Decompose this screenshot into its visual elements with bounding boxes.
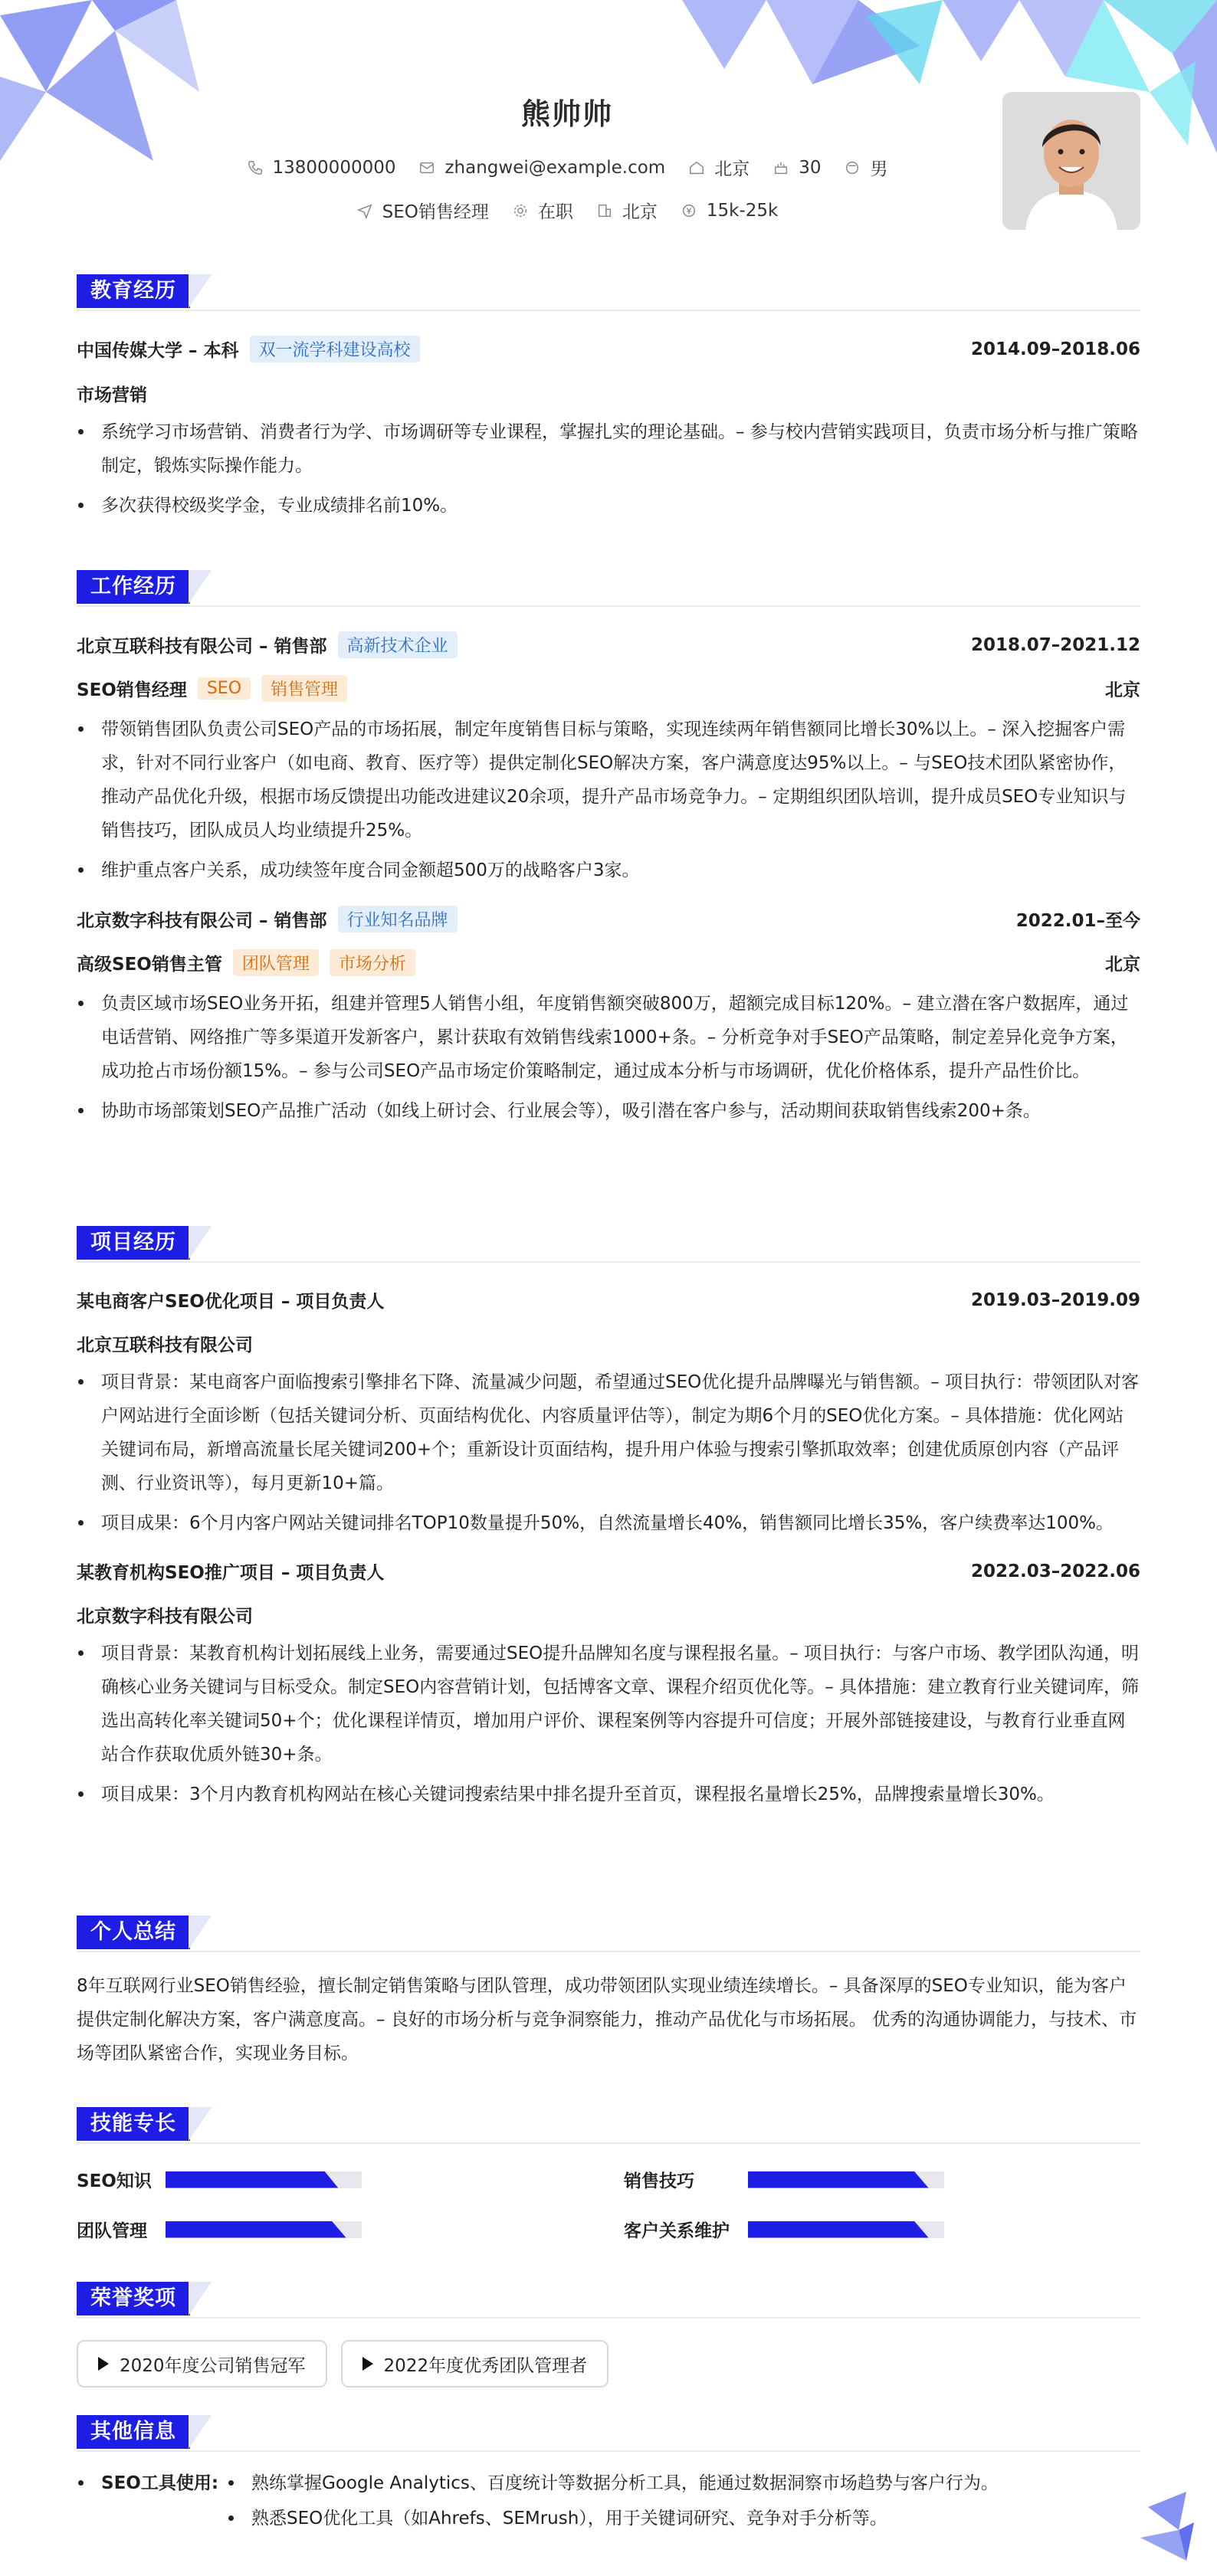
list-item: 项目背景：某教育机构计划拓展线上业务，需要通过SEO提升品牌知名度与课程报名量。– 项目执行：与客户市场、教学团队沟通，明确核心业务关键词与目标受众。制定SEO内容营销计划，包括博客文章、课程介绍页优化等。– 具体措施：建立教育行业关键词库，筛选出高转化率关键词50+个；优化课程详情页，增加用户评价、课程案例等内容提升可信度；开展外部链接建设，与教育行业垂直网站合作获取优质外链30+条。 (77, 1637, 1140, 1771)
project-name: 某教育机构SEO推广项目 – 项目负责人 (77, 1563, 385, 1583)
corner-decoration (1140, 2492, 1194, 2561)
awards-section (77, 2282, 1140, 2388)
skill-item (77, 2167, 593, 2192)
section-title (77, 570, 1140, 607)
role-tag: 销售管理 (261, 675, 347, 702)
play-icon (98, 2357, 109, 2371)
email-item (418, 155, 665, 180)
role-tag: 市场分析 (330, 949, 415, 976)
work-section (77, 570, 1140, 1128)
user-icon (844, 159, 861, 176)
company-tag: 高新技术企业 (338, 631, 458, 658)
project-date: 2019.03–2019.09 (970, 1290, 1140, 1310)
list-item: 熟练掌握Google Analytics、百度统计等数据分析工具，能通过数据洞察市场趋势与客户行为。 (227, 2466, 999, 2501)
major: 市场营销 (77, 385, 147, 405)
work-date: 2022.01–至今 (1015, 911, 1140, 931)
company-name: 北京数字科技有限公司 – 销售部 (77, 911, 327, 931)
list-item: 协助市场部策划SEO产品推广活动（如线上研讨会、行业展会等），吸引潜在客户参与，活动期间获取销售线索200+条。 (77, 1094, 1140, 1128)
location-text: 北京 (714, 159, 750, 179)
skills-section (77, 2107, 1140, 2242)
phone-icon (247, 159, 264, 176)
section-title (77, 1916, 1140, 1952)
work-1-role (77, 675, 1140, 702)
list-item: 项目成果：3个月内教育机构网站在核心关键词搜索结果中排名提升至首页，课程报名量增长25%，品牌搜索量增长30%。 (77, 1778, 1140, 1811)
section-title (77, 1226, 1140, 1263)
role-tag: SEO (198, 677, 251, 700)
building-icon (596, 202, 613, 219)
work-1-header (77, 631, 1140, 658)
job-intent-row (0, 198, 1134, 223)
project-1-header (77, 1287, 1140, 1313)
skill-name: 销售技巧 (624, 2171, 694, 2191)
project-section (77, 1226, 1140, 1811)
list-item: 项目背景：某电商客户面临搜索引擎排名下降、流量减少问题，希望通过SEO优化提升品牌曝光与销售额。– 项目执行：带领团队对客户网站进行全面诊断（包括关键词分析、页面结构优化、内容质量评估等），制定为期6个月的SEO优化方案。– 具体措施：优化网站关键词布局，新增高流量长尾关键词200+个；重新设计页面结构，提升用户体验与搜索引擎抓取效率；创建优质原创内容（产品评测、行业资讯等），每月更新10+篇。 (77, 1365, 1140, 1500)
project-name: 某电商客户SEO优化项目 – 项目负责人 (77, 1292, 385, 1312)
skill-bar (166, 2221, 362, 2238)
contact-row (0, 155, 1134, 180)
award-item (341, 2340, 609, 2388)
gear-icon (512, 202, 529, 219)
work-city: 北京 (1105, 680, 1140, 700)
other-section (77, 2415, 1140, 2536)
work-1-bullets (77, 713, 1140, 887)
project-2-header (77, 1558, 1140, 1584)
avatar-photo (1002, 92, 1140, 230)
skill-item (624, 2167, 1140, 2192)
profile-header (0, 77, 1217, 245)
target-city-item (596, 198, 658, 223)
work-2-header (77, 906, 1140, 932)
awards-title: 荣誉奖项 (77, 2282, 190, 2315)
skills-title: 技能专长 (77, 2107, 190, 2141)
cake-icon (773, 159, 789, 176)
award-item (77, 2340, 327, 2388)
awards-list (77, 2340, 1140, 2388)
target-city-text: 北京 (622, 202, 658, 222)
skill-fill (748, 2171, 929, 2188)
work-2-bullets (77, 987, 1140, 1128)
list-item: 维护重点客户关系，成功续签年度合同金额超500万的战略客户3家。 (77, 854, 1140, 887)
gender-item (844, 155, 887, 180)
work-title: 工作经历 (77, 570, 190, 604)
company-tag: 行业知名品牌 (338, 906, 458, 932)
send-icon (356, 202, 373, 219)
education-header (77, 336, 1140, 362)
role-name: SEO销售经理 (77, 680, 187, 700)
home-icon (688, 159, 705, 176)
salary-text: 15k-25k (706, 200, 779, 221)
skill-fill (166, 2221, 346, 2238)
phone-text: 13800000000 (272, 157, 396, 178)
school-tag: 双一流学科建设高校 (250, 336, 420, 362)
role-tag: 团队管理 (233, 949, 319, 976)
skill-name: SEO知识 (77, 2171, 152, 2191)
skill-fill (748, 2221, 929, 2238)
project-2-bullets (77, 1637, 1140, 1811)
section-title (77, 2107, 1140, 2144)
project-date: 2022.03–2022.06 (970, 1561, 1140, 1581)
project-1-bullets (77, 1365, 1140, 1540)
education-date: 2014.09–2018.06 (970, 339, 1140, 359)
skill-name: 客户关系维护 (624, 2221, 730, 2241)
list-item: 熟悉SEO优化工具（如Ahrefs、SEMrush），用于关键词研究、竞争对手分析等。 (227, 2501, 999, 2536)
section-title (77, 2415, 1140, 2452)
skill-bar (748, 2221, 944, 2238)
education-section (77, 274, 1140, 523)
award-text: 2020年度公司销售冠军 (120, 2355, 306, 2376)
project-org: 北京数字科技有限公司 (77, 1607, 253, 1627)
phone-item (247, 155, 396, 180)
salary-item (681, 198, 778, 223)
school-name: 中国传媒大学 – 本科 (77, 341, 239, 361)
other-values (227, 2466, 999, 2536)
project-org: 北京互联科技有限公司 (77, 1336, 253, 1355)
work-2-role (77, 949, 1140, 976)
job-title-text: SEO销售经理 (382, 202, 489, 222)
age-item (773, 155, 821, 180)
work-city: 北京 (1105, 955, 1140, 975)
status-text: 在职 (537, 202, 573, 222)
candidate-name: 熊帅帅 (520, 97, 613, 131)
company-name: 北京互联科技有限公司 – 销售部 (77, 637, 327, 657)
list-item: 多次获得校级奖学金，专业成绩排名前10%。 (77, 489, 1140, 523)
list-item: 项目成果：6个月内客户网站关键词排名TOP10数量提升50%，自然流量增长40%，销售额同比增长35%，客户续费率达100%。 (77, 1506, 1140, 1540)
section-title (77, 274, 1140, 311)
skill-item (77, 2217, 593, 2242)
education-bullets (77, 415, 1140, 523)
location-item (688, 155, 750, 180)
list-item: 带领销售团队负责公司SEO产品的市场拓展，制定年度销售目标与策略，实现连续两年销售额同比增长30%以上。– 深入挖掘客户需求，针对不同行业客户（如电商、教育、医疗等）提供定制化SEO解决方案，客户满意度达95%以上。– 与SEO技术团队紧密协作，推动产品优化升级，根据市场反馈提出功能改进建议20余项，提升产品市场竞争力。– 定期组织团队培训，提升成员SEO专业知识与销售技巧，团队成员人均业绩提升25%。 (77, 713, 1140, 847)
summary-section (77, 1916, 1140, 2070)
other-title: 其他信息 (77, 2415, 190, 2449)
play-icon (362, 2357, 373, 2371)
job-title-item (356, 198, 489, 223)
project-title: 项目经历 (77, 1226, 190, 1260)
role-name: 高级SEO销售主管 (77, 955, 222, 975)
status-item (512, 198, 573, 223)
skill-item (624, 2217, 1140, 2242)
skills-grid (77, 2167, 1140, 2242)
avatar (1002, 92, 1140, 230)
coin-icon (681, 202, 697, 219)
other-item (77, 2466, 1140, 2536)
other-key: SEO工具使用: (77, 2466, 227, 2536)
list-item: 负责区域市场SEO业务开拓，组建并管理5人销售小组，年度销售额突破800万，超额完成目标120%。– 建立潜在客户数据库，通过电话营销、网络推广等多渠道开发新客户，累计获取有效销售线索1000+条。– 分析竞争对手SEO产品策略，制定差异化竞争方案，成功抢占市场份额15%。– 参与公司SEO产品市场定价策略制定，通过成本分析与市场调研，优化价格体系，提升产品性价比。 (77, 987, 1140, 1088)
email-text: zhangwei@example.com (444, 157, 666, 178)
work-date: 2018.07–2021.12 (970, 634, 1140, 655)
education-title: 教育经历 (77, 274, 190, 308)
section-title (77, 2282, 1140, 2319)
mail-icon (418, 159, 435, 176)
summary-title: 个人总结 (77, 1916, 190, 1949)
award-text: 2022年度优秀团队管理者 (383, 2355, 588, 2376)
summary-text: 8年互联网行业SEO销售经验，擅长制定销售策略与团队管理，成功带领团队实现业绩连续增长。– 具备深厚的SEO专业知识，能为客户提供定制化解决方案，客户满意度高。– 良好的市场分析与竞争洞察能力，推动产品优化与市场拓展。 优秀的沟通协调能力，与技术、市场等团队紧密合作，实现业务目标。 (77, 1976, 1137, 2063)
age-text: 30 (799, 157, 822, 178)
skill-bar (748, 2171, 944, 2188)
skill-name: 团队管理 (77, 2221, 147, 2241)
skill-fill (166, 2171, 338, 2188)
skill-bar (166, 2171, 362, 2188)
list-item: 系统学习市场营销、消费者行为学、市场调研等专业课程，掌握扎实的理论基础。– 参与校内营销实践项目，负责市场分析与推广策略制定，锻炼实际操作能力。 (77, 415, 1140, 483)
gender-text: 男 (870, 159, 888, 179)
